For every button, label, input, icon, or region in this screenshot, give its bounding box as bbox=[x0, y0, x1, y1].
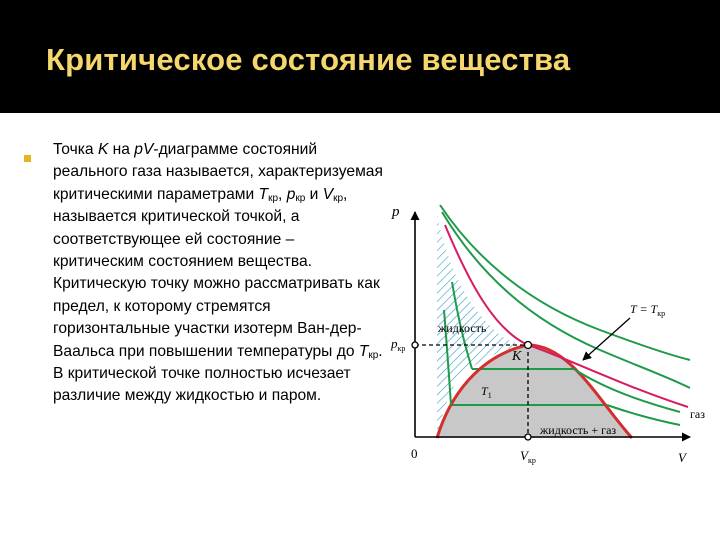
text-run: и bbox=[305, 185, 323, 203]
symbol-p: p bbox=[286, 185, 296, 203]
symbol-t: T bbox=[258, 185, 269, 203]
text-run: Точка bbox=[53, 141, 98, 158]
text-run: , называется критической точкой, а соответствующее ей состояние – критическим состоянием вещества. Критическую точку можно рассматривать как предел, к которому стремятся горизонтальные участки изотерм Ван-дер-Ваальса при повышении температуры до bbox=[53, 185, 380, 360]
text-run: на bbox=[108, 141, 135, 158]
origin-label: 0 bbox=[411, 446, 418, 461]
vcrit-label: $V_{кр}$ bbox=[520, 448, 536, 465]
subscript: кр bbox=[295, 192, 306, 204]
critical-point bbox=[525, 342, 532, 349]
text-run: -диаграмме состояний реального газа называется, характеризуемая критическими параметрами bbox=[53, 141, 383, 203]
text-run: , bbox=[278, 185, 287, 203]
subscript: кр bbox=[333, 192, 344, 204]
body-paragraph bbox=[53, 139, 388, 408]
title-bar bbox=[0, 0, 720, 113]
symbol-t: T bbox=[358, 342, 369, 360]
isotherm-label: $T = T_{кр}$ bbox=[630, 302, 666, 318]
y-axis-label: p bbox=[392, 204, 400, 220]
paragraph-text bbox=[53, 139, 388, 408]
bullet-marker bbox=[24, 155, 31, 162]
text-run-italic: K bbox=[97, 141, 109, 158]
symbol-v: V bbox=[322, 185, 334, 203]
t1-label: $T_1$ bbox=[481, 384, 492, 400]
vcrit-marker bbox=[525, 434, 531, 440]
text-run-italic: pV bbox=[134, 141, 154, 158]
slide-title: Критическое состояние вещества bbox=[46, 42, 571, 77]
pcrit-label: $p_{кр}$ bbox=[391, 336, 406, 353]
critical-point-label: K bbox=[512, 349, 522, 364]
x-axis-label: V bbox=[678, 450, 686, 465]
subscript: кр bbox=[268, 192, 279, 204]
gas-label: газ bbox=[690, 407, 705, 421]
subscript: кр bbox=[368, 349, 379, 361]
liquid-label: жидкость bbox=[438, 321, 487, 335]
text-run: . В критической точке полностью исчезает различие между жидкостью и паром. bbox=[53, 342, 383, 405]
pcrit-marker bbox=[412, 342, 418, 348]
two-phase-label: жидкость + газ bbox=[540, 423, 617, 437]
pv-diagram bbox=[380, 190, 705, 475]
